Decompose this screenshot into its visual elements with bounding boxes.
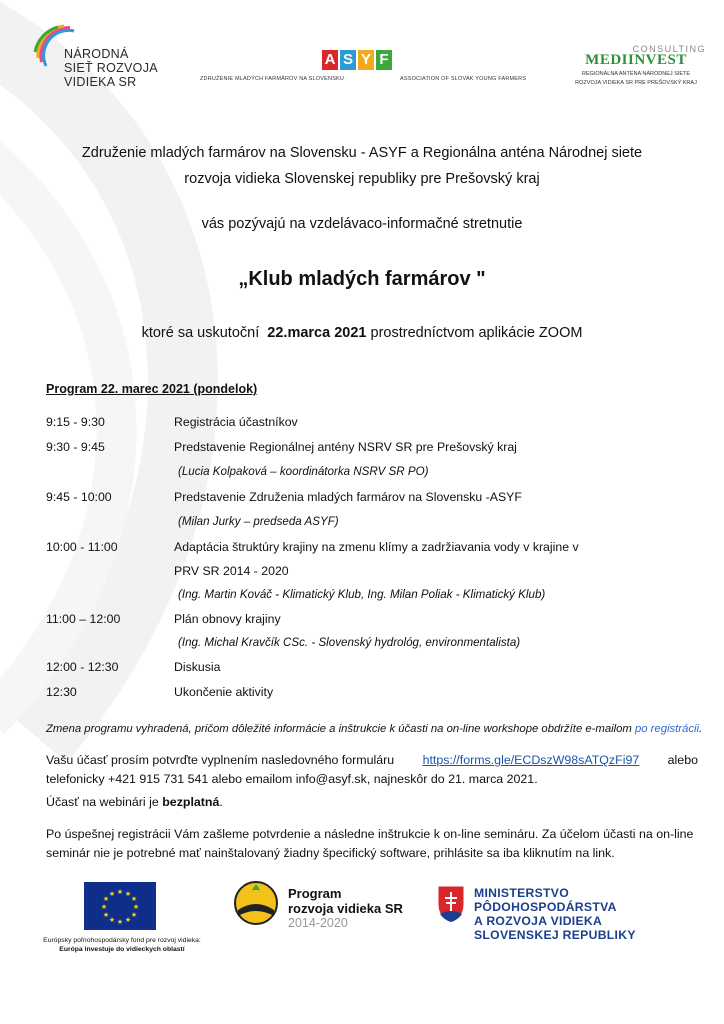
- svg-text:★: ★: [100, 903, 108, 911]
- event-date: [0, 325, 724, 341]
- mediinvest-caption-1: REGIONÁLNA ANTÉNA NÁRODNEJ SIETE: [581, 71, 691, 77]
- program-time: 9:30 - 9:45: [46, 440, 105, 454]
- eu-caption-1: Európsky poľnohospodársky fond pre rozvoj vidieka:: [43, 937, 201, 944]
- registration-form-link[interactable]: https://forms.gle/ECDszW98sATQzFi97: [422, 753, 640, 767]
- mediinvest-caption-2: ROZVOJA VIDIEKA SR PRE PREŠOVSKÝ KRAJ: [575, 80, 697, 86]
- svg-text:★: ★: [102, 911, 110, 919]
- svg-text:★: ★: [108, 890, 116, 898]
- registration-link[interactable]: po registrácii: [634, 723, 700, 735]
- free-end: .: [219, 795, 223, 809]
- instructions-line-1: Po úspešnej registrácii Vám zašleme potvrdenie a následne inštrukcie k on-line semináru. Za účelom účasti na on-line: [46, 827, 694, 841]
- program-time: 12:00 - 12:30: [46, 660, 119, 674]
- program-time: 9:15 - 9:30: [46, 415, 105, 429]
- svg-text:★: ★: [130, 895, 138, 903]
- svg-text:★: ★: [124, 916, 132, 924]
- program-desc: Adaptácia štruktúry krajiny na zmenu klímy a zadržiavania vody v krajine v: [174, 540, 579, 554]
- ministry-line-4: SLOVENSKEJ REPUBLIKY: [474, 928, 636, 942]
- asyf-letter-f: F: [376, 50, 392, 70]
- intro-line-1: Združenie mladých farmárov na Slovensku - ASYF a Regionálna anténa Národnej siete: [81, 145, 643, 161]
- prv-line-1: Program: [288, 886, 342, 901]
- asyf-letter-s: S: [340, 50, 356, 70]
- program-speaker: (Ing. Michal Kravčík CSc. - Slovenský hydrológ, environmentalista): [178, 636, 521, 649]
- note-end: .: [699, 723, 703, 735]
- program-heading: Program 22. marec 2021 (pondelok): [46, 382, 258, 396]
- prv-years: 2014-2020: [288, 916, 348, 930]
- program-desc: Predstavenie Združenia mladých farmárov na Slovensku -ASYF: [174, 490, 522, 504]
- program-desc: Ukončenie aktivity: [174, 685, 274, 699]
- prv-text: [288, 886, 403, 931]
- eu-caption-2: Európa investuje do vidieckych oblastí: [59, 946, 185, 953]
- asyf-letter-a: A: [322, 50, 338, 70]
- nsrv-line-2: SIEŤ ROZVOJA: [64, 61, 158, 75]
- intro-text: [0, 140, 724, 192]
- program-time: 10:00 - 11:00: [46, 540, 118, 554]
- registration-text: Vašu účasť prosím potvrďte vyplnením nasledovného formuláru: [46, 753, 395, 767]
- program-speaker: (Ing. Martin Kováč - Klimatický Klub, Ing. Milan Poliak - Klimatický Klub): [178, 588, 546, 601]
- svg-text:★: ★: [102, 895, 110, 903]
- registration-paragraph: [46, 751, 698, 789]
- program-change-note: [46, 723, 702, 735]
- program-time: 11:00 – 12:00: [46, 612, 121, 626]
- asyf-left-caption: ZDRUŽENIE MLADÝCH FARMÁROV NA SLOVENSKU: [200, 76, 345, 82]
- program-speaker: (Lucia Kolpaková – koordinátorka NSRV SR PO): [178, 465, 429, 478]
- program-desc: Diskusia: [174, 660, 221, 674]
- nsrv-logo-text: [64, 47, 158, 89]
- mediinvest-logo: [566, 44, 706, 87]
- program-time: 12:30: [46, 685, 77, 699]
- svg-text:★: ★: [108, 916, 116, 924]
- ministry-line-1: MINISTERSTVO: [474, 886, 570, 900]
- nsrv-line-3: VIDIEKA SR: [64, 75, 137, 89]
- free-bold: bezplatná: [162, 795, 220, 809]
- svg-text:★: ★: [130, 911, 138, 919]
- prv-line-2: rozvoja vidieka SR: [288, 901, 403, 916]
- svg-text:★: ★: [132, 903, 140, 911]
- program-speaker: (Milan Jurky – predseda ASYF): [178, 515, 339, 528]
- prv-logo-icon: [230, 880, 282, 926]
- eu-flag-icon: [84, 882, 156, 930]
- asyf-letter-y: Y: [358, 50, 374, 70]
- date-prefix: ktoré sa uskutoční: [141, 325, 260, 341]
- svg-text:★: ★: [116, 888, 124, 896]
- program-desc-2: PRV SR 2014 - 2020: [174, 564, 289, 578]
- ministry-line-3: A ROZVOJA VIDIEKA: [474, 914, 603, 928]
- free-prefix: Účasť na webinári je: [46, 795, 159, 809]
- instructions-line-2: seminár nie je potrebné mať nainštalovaný žiadny špecifický software, prihlásite sa iba kliknutím na link.: [46, 846, 615, 860]
- program-time: 9:45 - 10:00: [46, 490, 112, 504]
- event-title: „Klub mladých farmárov ": [238, 268, 486, 290]
- eu-caption: [22, 936, 222, 954]
- consulting-label: CONSULTING: [632, 44, 706, 54]
- invite-text: vás pozývajú na vzdelávaco-informačné stretnutie: [201, 216, 523, 232]
- slovak-coat-of-arms-icon: [436, 884, 466, 924]
- free-participation: [46, 793, 698, 812]
- asyf-right-caption: ASSOCIATION OF SLOVAK YOUNG FARMERS: [400, 76, 527, 82]
- registration-contact: telefonicky +421 915 731 541 alebo emailom info@asyf.sk, najneskôr do 21. marca 2021.: [46, 772, 538, 786]
- note-text: Zmena programu vyhradená, pričom dôležité informácie a inštrukcie k účasti na on-line workshope obdržíte e-mailom: [46, 723, 632, 735]
- asyf-logo: [322, 50, 394, 70]
- date-suffix: prostredníctvom aplikácie ZOOM: [370, 325, 583, 341]
- intro-line-2: rozvoja vidieka Slovenskej republiky pre Prešovský kraj: [184, 171, 540, 187]
- mediinvest-label: MEDIINVEST: [585, 52, 687, 68]
- nsrv-line-1: NÁRODNÁ: [64, 47, 129, 61]
- registration-alt: alebo: [667, 753, 698, 767]
- ministry-line-2: PÔDOHOSPODÁRSTVA: [474, 900, 617, 914]
- instructions-paragraph: [46, 825, 698, 863]
- svg-text:★: ★: [124, 890, 132, 898]
- program-desc: Registrácia účastníkov: [174, 415, 298, 429]
- svg-text:★: ★: [116, 918, 124, 926]
- program-desc: Predstavenie Regionálnej antény NSRV SR pre Prešovský kraj: [174, 440, 517, 454]
- date-value: 22.marca 2021: [267, 325, 367, 341]
- ministry-text: [474, 886, 636, 942]
- program-desc: Plán obnovy krajiny: [174, 612, 281, 626]
